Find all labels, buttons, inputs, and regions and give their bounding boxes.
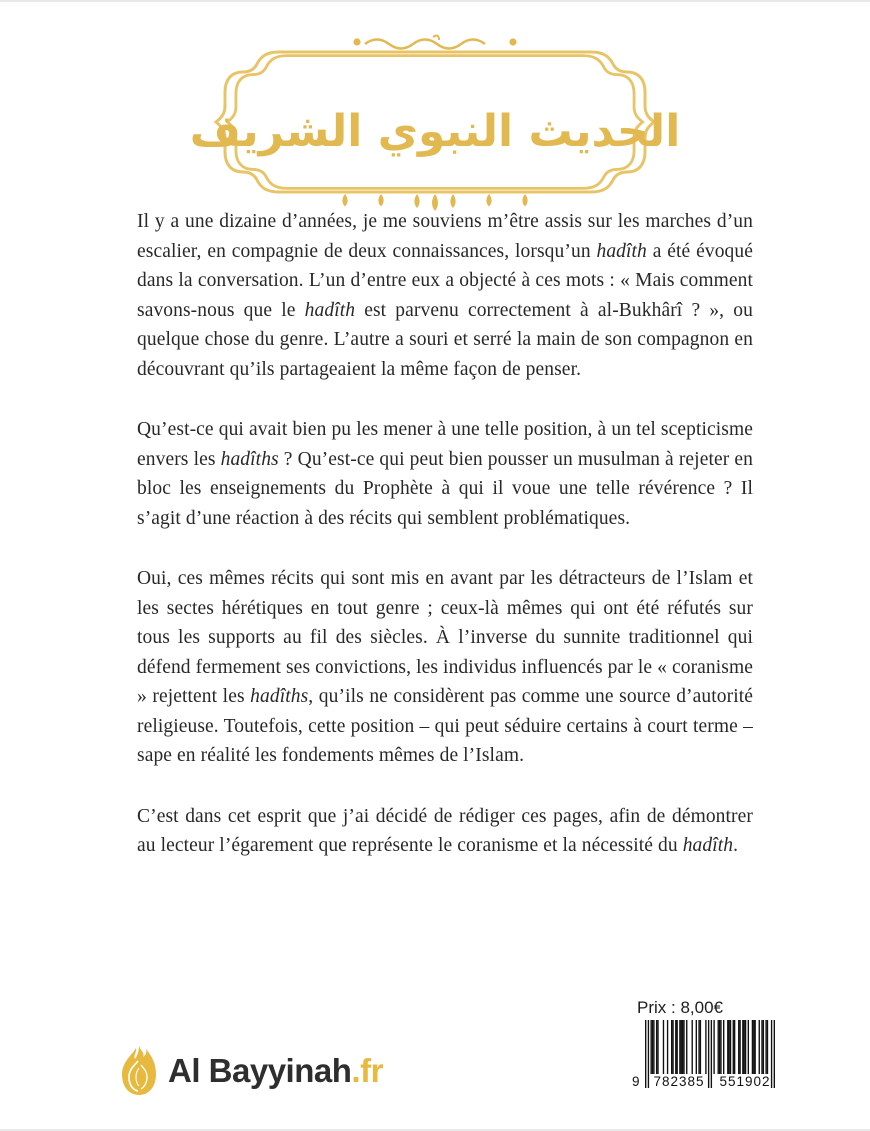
- publisher-logo: [118, 1044, 383, 1098]
- paragraph: [137, 802, 753, 861]
- paragraph-segment: Qu’est-ce qui avait bien pu les mener à une telle position, à un tel scepticisme envers les: [137, 419, 753, 470]
- paragraph-segment: C’est dans cet esprit que j’ai décidé de rédiger ces pages, afin de démontrer au lecteur l’égarement que représente le coranisme et la nécessité du: [137, 805, 753, 856]
- hadith-term: hadîth: [596, 240, 647, 262]
- ornament-frame: [189, 34, 681, 210]
- barcode-digit-group: 9: [632, 1074, 640, 1089]
- price-label: Prix : 8,00€: [637, 998, 723, 1017]
- paragraph-segment: .: [733, 835, 739, 856]
- hadith-term: hadîths: [250, 686, 309, 707]
- arabic-calligraphy-title: الحديث النبوي الشريف: [189, 106, 681, 157]
- paragraph: [137, 207, 753, 384]
- paragraph-segment: , qu’ils ne considèrent pas comme une source d’autorité religieuse. Toutefois, cette position – qui peut séduire certains à court terme – sape en réalité les fondements mêmes de l’Islam.: [137, 686, 753, 766]
- paragraph: [137, 564, 753, 771]
- hadith-term: hadîth: [304, 299, 356, 321]
- paragraph-segment: ? Qu’est-ce qui peut bien pousser un musulman à rejeter en bloc les enseignements du Prophète à qui il voue une telle révérence ? Il s’agit d’une réaction à des récits qui semblent problématiques.: [137, 448, 753, 529]
- paragraph-segment: est parvenu correctement à al-Bukhârî ? », ou quelque chose du genre. L’autre a souri et serré la main de son compagnon en découvrant qu’ils partageaient la même façon de penser.: [137, 299, 753, 380]
- top-flourish-icon: [355, 36, 516, 49]
- barcode-digit-group: 782385: [653, 1074, 705, 1089]
- logo-tld: .fr: [351, 1052, 383, 1089]
- barcode-number: [632, 1074, 778, 1089]
- logo-name: Al Bayyinah: [168, 1052, 352, 1089]
- page-edge-line: [0, 0, 870, 2]
- barcode-digit-group: 551902: [719, 1074, 771, 1089]
- paragraph-segment: Oui, ces mêmes récits qui sont mis en avant par les détracteurs de l’Islam et les sectes hérétiques en tout genre ; ceux-là mêmes qui ont été réfutés sur tous les supports au fil des siècles. À l’inverse du sunnite traditionnel qui défend fermement ses convictions, les individus influencés par le « coranisme » rejettent les: [137, 568, 753, 707]
- barcode: [630, 1020, 780, 1108]
- paragraph-segment: Il y a une dizaine d’années, je me souviens m’être assis sur les marches d’un escalier, en compagnie de deux connaissances, lorsqu’un: [137, 211, 753, 262]
- hadith-term: hadîth: [682, 835, 734, 856]
- back-cover-text: [137, 207, 753, 861]
- flame-icon: [118, 1044, 160, 1098]
- paragraph: [137, 415, 753, 533]
- logo-text: [168, 1052, 383, 1090]
- hadith-term: hadîths: [220, 448, 279, 470]
- paragraph-segment: a été évoqué dans la conversation. L’un d’entre eux a objecté à ces mots : « Mais comment savons-nous que le: [137, 240, 753, 321]
